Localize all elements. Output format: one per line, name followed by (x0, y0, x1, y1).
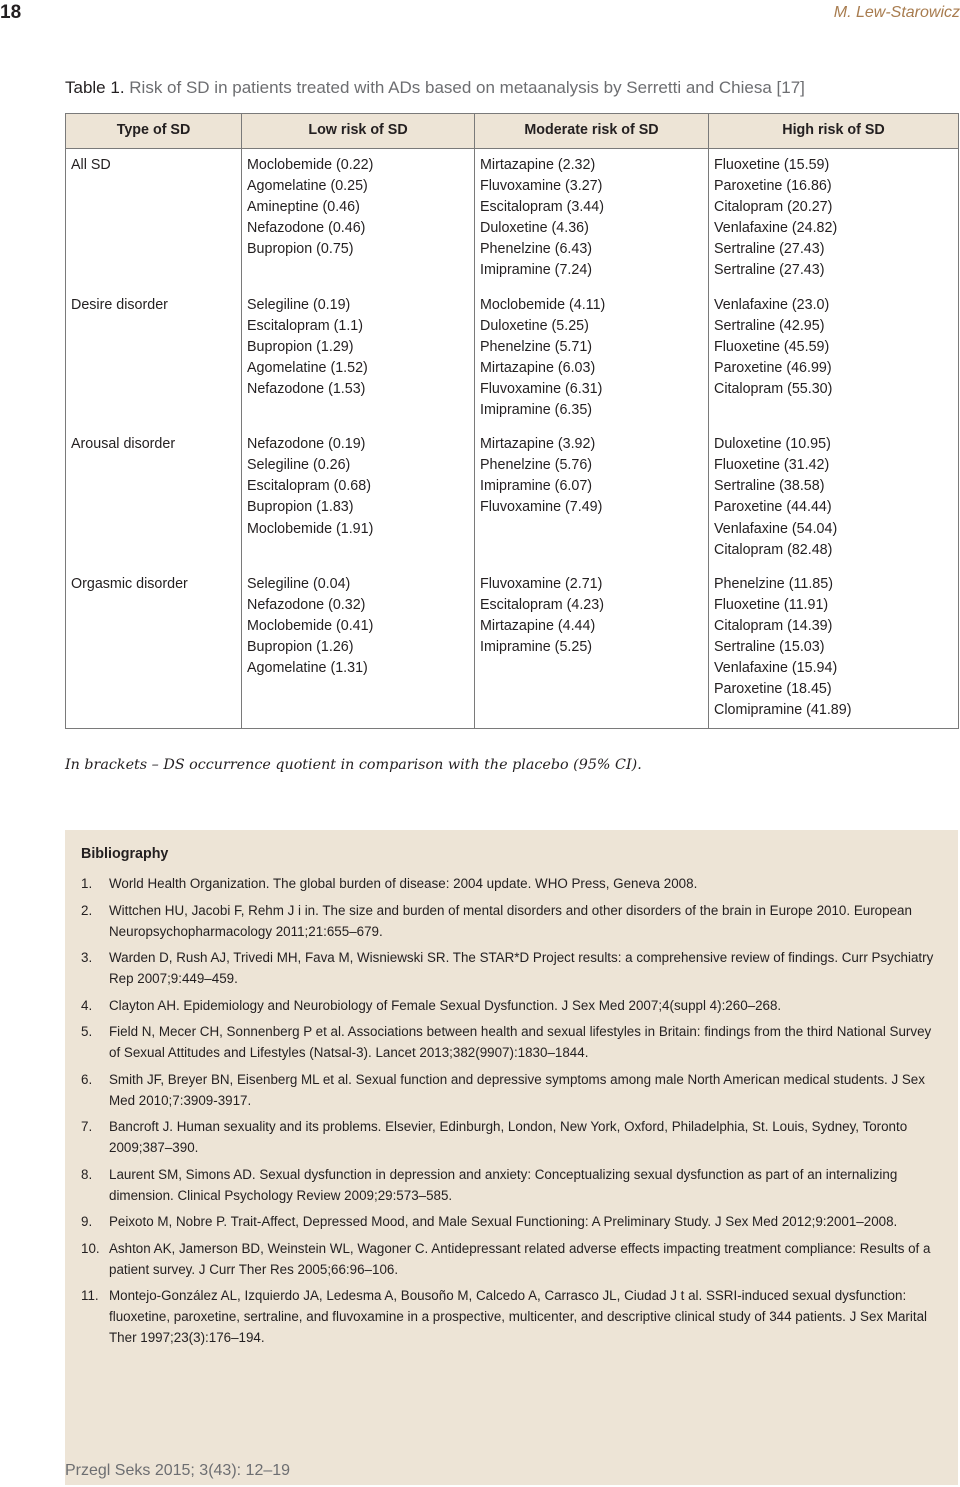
drug-entry: Moclobemide (1.91) (247, 520, 374, 537)
bibliography-item-number: 3. (81, 950, 93, 965)
drug-entry: Sertraline (15.03) (714, 638, 825, 655)
moderate-risk-cell (475, 149, 709, 289)
journal-footer: Przegl Seks 2015; 3(43): 12–19 (65, 1462, 291, 1479)
column-header-moderate: Moderate risk of SD (475, 114, 709, 149)
drug-entry: Fluoxetine (15.59) (714, 157, 830, 173)
drug-entry: Paroxetine (16.86) (714, 178, 832, 195)
drug-entry: Fluvoxamine (6.31) (480, 380, 603, 397)
drug-entry: Fluoxetine (45.59) (714, 338, 830, 355)
drug-entry: Mirtazapine (2.32) (480, 157, 596, 173)
drug-entry: Imipramine (6.35) (480, 402, 593, 419)
drug-entry: Mirtazapine (4.44) (480, 617, 596, 634)
drug-entry: Moclobemide (4.11) (480, 296, 606, 313)
bibliography-item-text: Clayton AH. Epidemiology and Neurobiology of Female Sexual Dysfunction. J Sex Med 2007;4(suppl 4):260–268. (109, 997, 782, 1013)
drug-entry: Clomipramine (41.89) (714, 702, 852, 719)
bibliography-item (81, 1021, 946, 1063)
drug-entry: Bupropion (0.75) (247, 241, 354, 258)
drug-entry: Citalopram (20.27) (714, 199, 833, 216)
table-caption-text: Risk of SD in patients treated with ADs based on metaanalysis by Serretti and Chiesa [17] (124, 78, 805, 97)
table-caption-label: Table 1. (65, 78, 125, 97)
bibliography-list (81, 873, 946, 1354)
drug-entry: Sertraline (38.58) (714, 478, 825, 495)
bibliography-item-number: 4. (81, 997, 93, 1013)
drug-entry: Citalopram (14.39) (714, 617, 833, 634)
table-row (66, 428, 959, 568)
drug-entry: Selegiline (0.26) (247, 457, 351, 474)
drug-entry: Duloxetine (5.25) (480, 317, 589, 334)
page-number: 18 (0, 2, 22, 23)
drug-entry: Phenelzine (5.71) (480, 338, 593, 355)
drug-entry: Fluoxetine (31.42) (714, 457, 830, 474)
sd-type-cell: Orgasmic disorder (66, 568, 242, 729)
drug-entry: Fluvoxamine (2.71) (480, 575, 603, 592)
bibliography-item-text: Field N, Mecer CH, Sonnenberg P et al. Associations between health and sexual lifestyles in Britain: findings from the third National Survey of Sexual Attitudes and Lifestyles (Natsal-3). Lancet 2013;382(9907):1830–1844. (109, 1024, 932, 1060)
drug-entry: Paroxetine (46.99) (714, 359, 832, 376)
drug-entry: Fluvoxamine (7.49) (480, 499, 603, 516)
bibliography-item-text: Bancroft J. Human sexuality and its problems. Elsevier, Edinburgh, London, New York, Oxford, Philadelphia, St. Louis, Sydney, Toronto 2009;387–390. (109, 1119, 908, 1155)
drug-entry: Agomelatine (0.25) (247, 178, 368, 195)
bibliography-item (81, 1069, 946, 1111)
bibliography-item (81, 900, 946, 942)
drug-entry: Venlafaxine (15.94) (714, 660, 838, 677)
table-header-row (66, 114, 959, 149)
sd-type-cell: Desire disorder (66, 289, 242, 429)
bibliography-title: Bibliography (81, 846, 169, 862)
bibliography-item-number: 6. (81, 1071, 93, 1087)
drug-entry: Escitalopram (1.1) (247, 317, 364, 334)
bibliography-item (81, 1285, 946, 1348)
drug-entry: Citalopram (82.48) (714, 541, 833, 558)
drug-entry: Venlafaxine (23.0) (714, 296, 830, 313)
high-risk-cell (709, 289, 959, 429)
low-risk-cell (242, 568, 475, 729)
high-risk-cell (709, 428, 959, 568)
drug-entry: Bupropion (1.29) (247, 338, 354, 355)
drug-entry: Phenelzine (11.85) (714, 575, 833, 592)
table-row (66, 149, 959, 289)
bibliography-item-number: 9. (81, 1214, 93, 1229)
drug-entry: Phenelzine (5.76) (480, 457, 593, 474)
column-header-type: Type of SD (66, 114, 242, 149)
table-row (66, 289, 959, 429)
low-risk-cell (242, 149, 475, 289)
high-risk-cell (709, 149, 959, 289)
high-risk-cell (709, 568, 959, 729)
drug-entry: Sertraline (27.43) (714, 262, 825, 279)
bibliography-item-text: Ashton AK, Jamerson BD, Weinstein WL, Wagoner C. Antidepressant related adverse effects impacting treatment compliance: Results of a patient survey. J Curr Ther Res 2005;66:96–106. (109, 1240, 931, 1277)
drug-entry: Imipramine (5.25) (480, 638, 593, 655)
bibliography-item (81, 1116, 946, 1158)
sd-type-cell: All SD (66, 149, 242, 289)
bibliography-item (81, 995, 946, 1016)
moderate-risk-cell (475, 289, 709, 429)
drug-entry: Duloxetine (4.36) (480, 220, 589, 237)
bibliography-item-text: World Health Organization. The global burden of disease: 2004 update. WHO Press, Geneva 2008. (109, 876, 698, 891)
drug-entry: Mirtazapine (6.03) (480, 359, 596, 376)
drug-entry: Moclobemide (0.22) (247, 157, 374, 173)
bibliography-item (81, 1164, 946, 1206)
drug-entry: Venlafaxine (24.82) (714, 220, 838, 237)
bibliography-item (81, 873, 946, 894)
drug-entry: Duloxetine (10.95) (714, 436, 831, 453)
bibliography-item-number: 10. (81, 1240, 100, 1256)
drug-entry: Nefazodone (0.19) (247, 436, 366, 453)
drug-entry: Escitalopram (4.23) (480, 596, 604, 613)
drug-entry: Selegiline (0.19) (247, 296, 351, 313)
drug-entry: Agomelatine (1.52) (247, 359, 368, 376)
table-caption (65, 78, 805, 98)
drug-entry: Paroxetine (18.45) (714, 681, 832, 698)
drug-entry: Amineptine (0.46) (247, 199, 360, 216)
moderate-risk-cell (475, 428, 709, 568)
drug-entry: Mirtazapine (3.92) (480, 436, 596, 453)
drug-entry: Selegiline (0.04) (247, 575, 351, 592)
page-header (0, 0, 960, 36)
drug-entry: Venlafaxine (54.04) (714, 520, 838, 537)
bibliography-item-number: 2. (81, 902, 93, 918)
drug-entry: Fluoxetine (11.91) (714, 596, 829, 613)
bibliography-item-text: Montejo-González AL, Izquierdo JA, Ledesma A, Bousoño M, Calcedo A, Carrasco JL, Ciudad J t al. SSRI-induced sexual dysfunction: fluoxetine, paroxetine, sertraline, and fluvoxamine in a prospective, multicenter, and descriptive clinical study of 344 patients. J Sex Marital Ther 1997;23(3):176–194. (109, 1288, 927, 1345)
bibliography-item-number: 1. (81, 876, 93, 891)
drug-entry: Bupropion (1.26) (247, 638, 354, 655)
bibliography-box (65, 830, 958, 1485)
drug-entry: Agomelatine (1.31) (247, 660, 368, 677)
drug-entry: Moclobemide (0.41) (247, 617, 374, 634)
bibliography-item (81, 947, 946, 989)
bibliography-item-text: Laurent SM, Simons AD. Sexual dysfunction in depression and anxiety: Conceptualizing sexual dysfunction as part of an internalizing dimension. Clinical Psychology Review 2009;29:573–585. (109, 1166, 898, 1203)
running-author: M. Lew-Starowicz (833, 4, 960, 21)
column-header-high: High risk of SD (709, 114, 959, 149)
drug-entry: Citalopram (55.30) (714, 380, 833, 397)
table-body (66, 149, 959, 729)
drug-entry: Sertraline (42.95) (714, 317, 825, 334)
drug-entry: Bupropion (1.83) (247, 499, 354, 516)
low-risk-cell (242, 428, 475, 568)
sd-type-cell: Arousal disorder (66, 428, 242, 568)
bibliography-item-number: 11. (81, 1288, 99, 1303)
drug-entry: Escitalopram (3.44) (480, 199, 604, 216)
bibliography-item-text: Warden D, Rush AJ, Trivedi MH, Fava M, Wisniewski SR. The STAR*D Project results: a comprehensive review of findings. Curr Psychiatry Rep 2007;9:449–459. (109, 950, 934, 986)
bibliography-item-number: 5. (81, 1024, 93, 1039)
bibliography-item-text: Wittchen HU, Jacobi F, Rehm J i in. The size and burden of mental disorders and other disorders of the brain in Europe 2010. European Neuropsychopharmacology 2011;21:655–679. (109, 902, 912, 939)
bibliography-item-number: 8. (81, 1166, 93, 1182)
drug-entry: Sertraline (27.43) (714, 241, 825, 258)
bibliography-item (81, 1238, 946, 1280)
drug-entry: Paroxetine (44.44) (714, 499, 832, 516)
drug-entry: Imipramine (6.07) (480, 478, 593, 495)
bibliography-item-text: Smith JF, Breyer BN, Eisenberg ML et al. Sexual function and depressive symptoms among male North American medical students. J Sex Med 2010;7:3909-3917. (109, 1071, 925, 1108)
low-risk-cell (242, 289, 475, 429)
bibliography-item (81, 1211, 946, 1232)
drug-entry: Imipramine (7.24) (480, 262, 593, 279)
bibliography-item-number: 7. (81, 1119, 93, 1134)
drug-entry: Nefazodone (0.46) (247, 220, 366, 237)
bibliography-item-text: Peixoto M, Nobre P. Trait-Affect, Depressed Mood, and Male Sexual Functioning: A Preliminary Study. J Sex Med 2012;9:2001–2008. (109, 1214, 898, 1229)
drug-entry: Escitalopram (0.68) (247, 478, 371, 495)
table-note: In brackets – DS occurrence quotient in comparison with the placebo (95% CI). (65, 757, 642, 773)
moderate-risk-cell (475, 568, 709, 729)
risk-table (65, 113, 959, 729)
drug-entry: Phenelzine (6.43) (480, 241, 593, 258)
drug-entry: Fluvoxamine (3.27) (480, 178, 603, 195)
column-header-low: Low risk of SD (242, 114, 475, 149)
drug-entry: Nefazodone (0.32) (247, 596, 366, 613)
table-row (66, 568, 959, 729)
drug-entry: Nefazodone (1.53) (247, 380, 366, 397)
